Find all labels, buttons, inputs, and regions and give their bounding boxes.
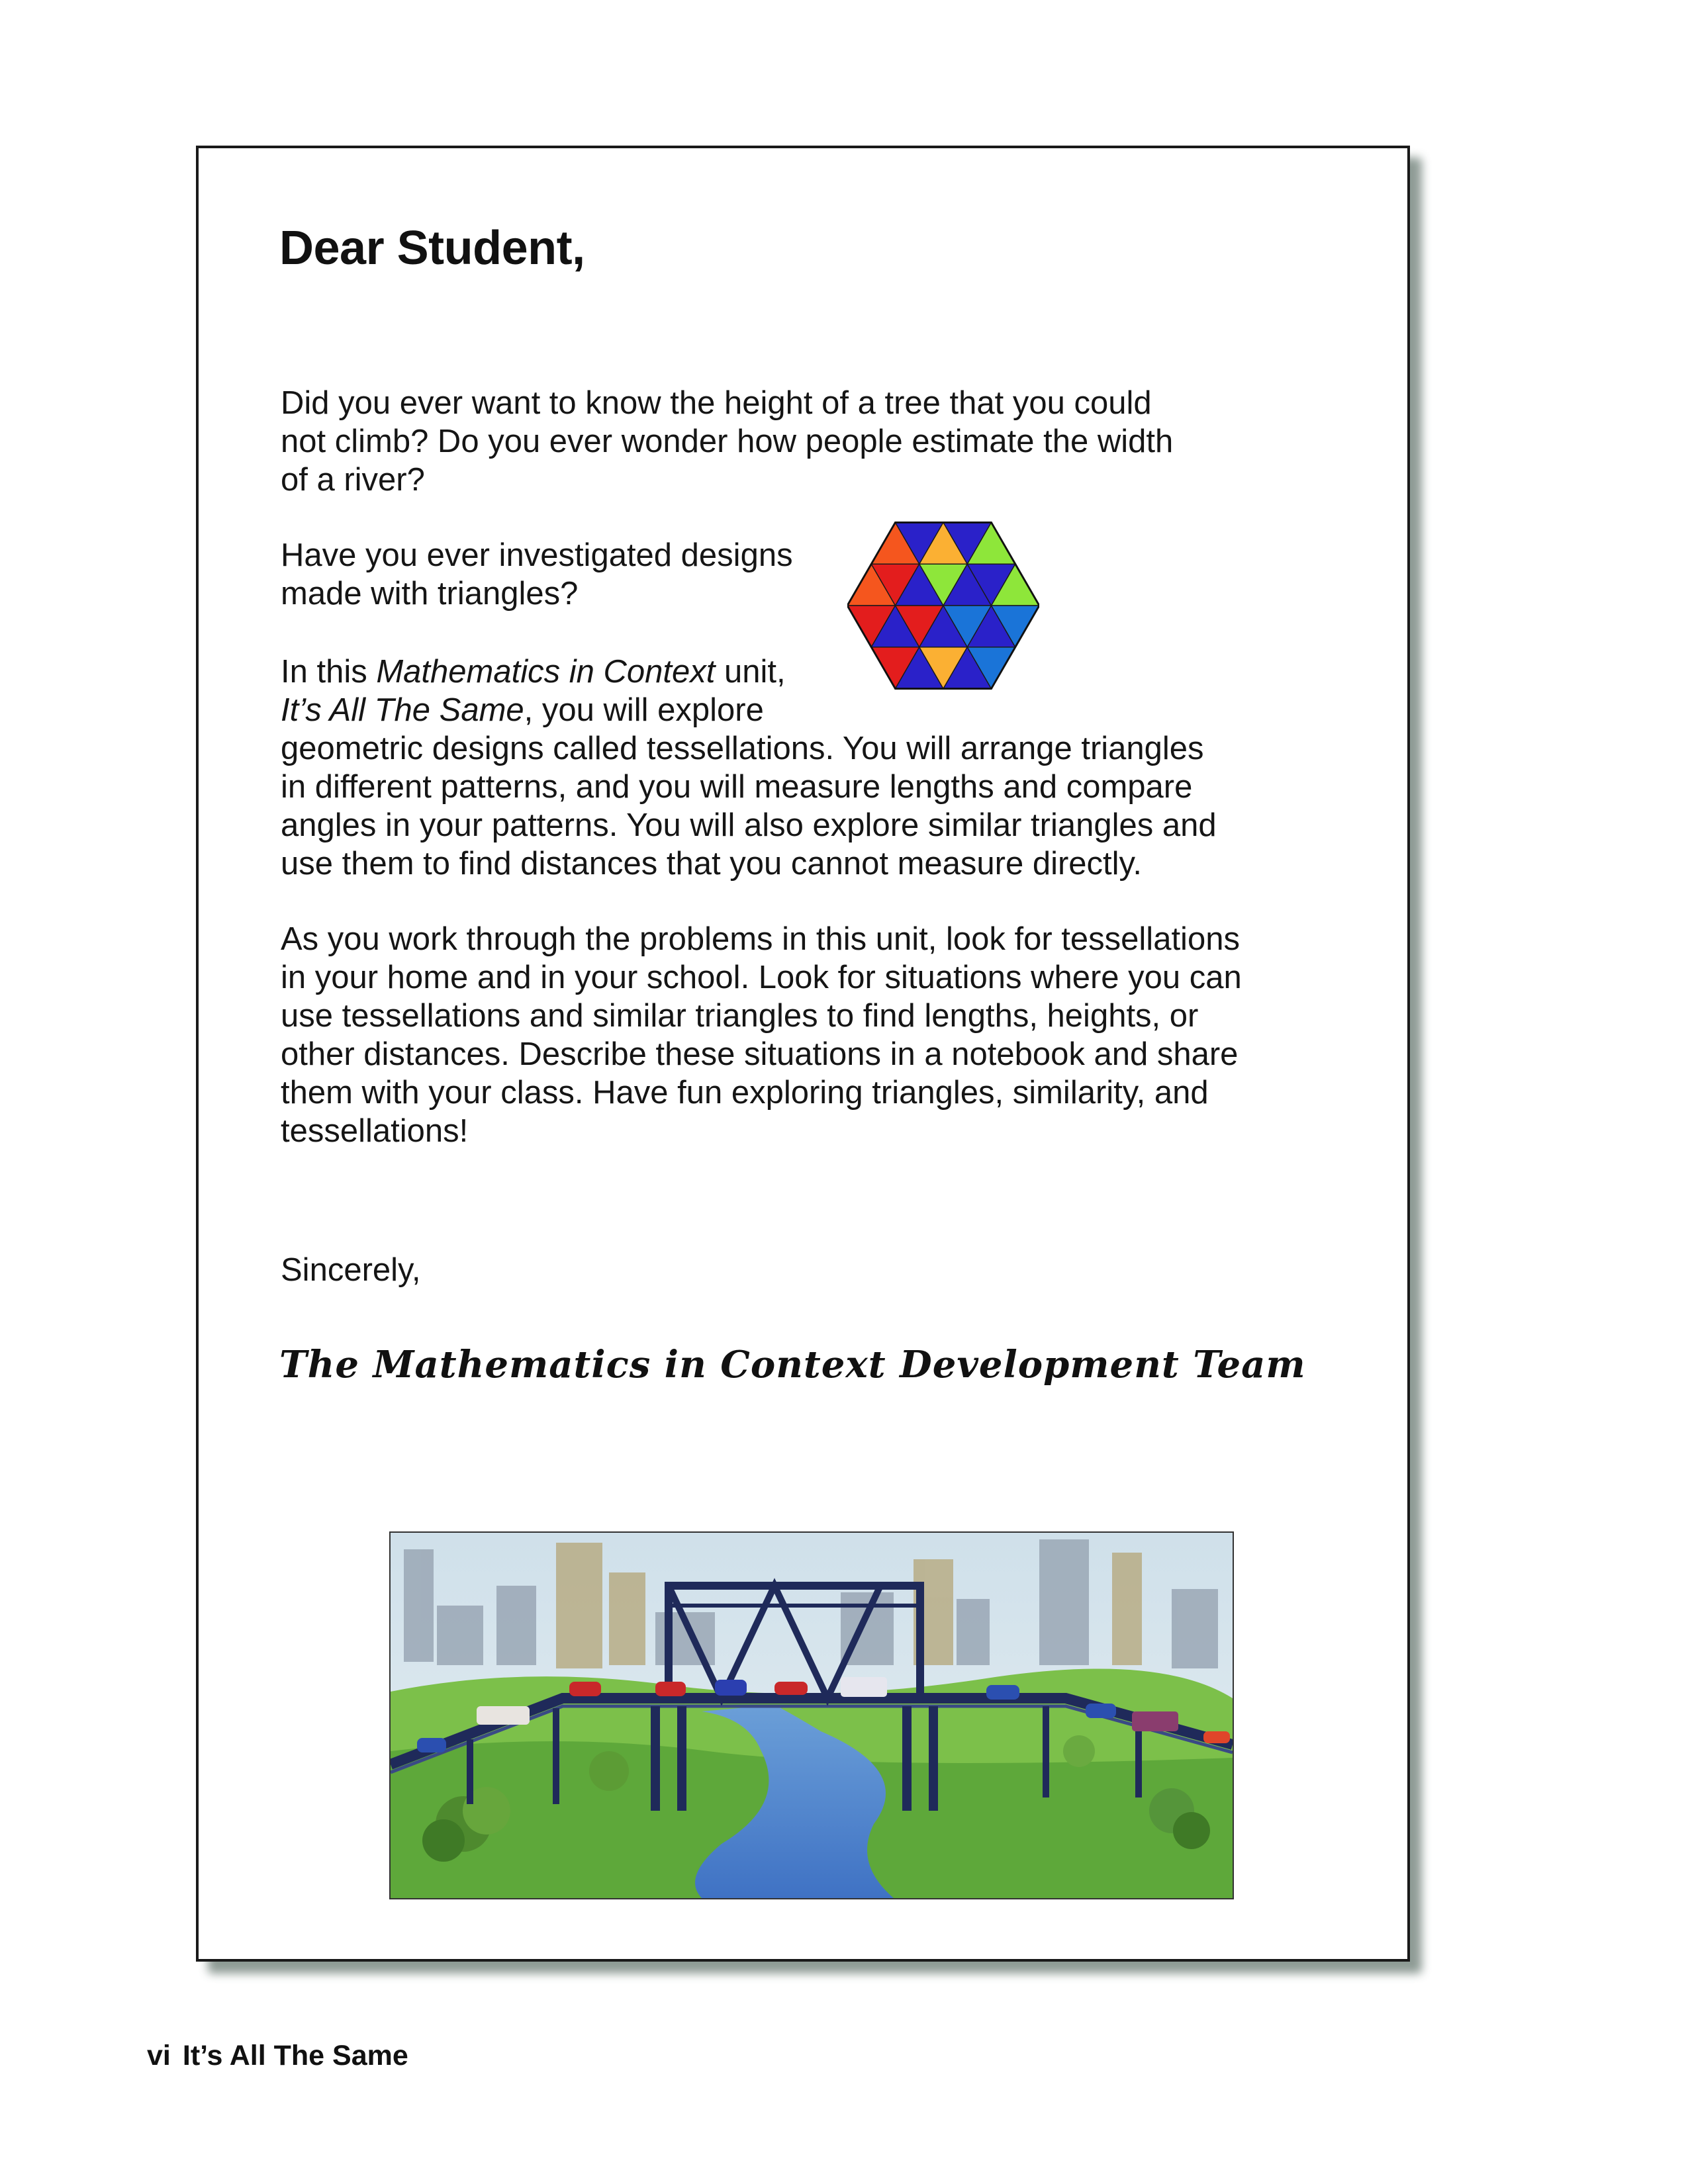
signature: The Mathematics in Context Development Team: [279, 1343, 1306, 1387]
paragraph-4-line: tessellations!: [281, 1113, 469, 1149]
paragraph-3-line: in different patterns, and you will measure lengths and compare: [281, 769, 1193, 805]
paragraph-1-line: not climb? Do you ever wonder how people estimate the width: [281, 424, 1174, 459]
paragraph-2: [281, 536, 876, 613]
paragraph-4-line: use tessellations and similar triangles to find lengths, heights, or: [281, 998, 1199, 1034]
paragraph-3-line: It’s All The Same, you will explore: [281, 692, 764, 728]
paragraph-3-line: geometric designs called tessellations. You will arrange triangles: [281, 731, 1204, 766]
paragraph-4-line: in your home and in your school. Look for situations where you can: [281, 960, 1242, 995]
unit-series-name: Mathematics in Context: [376, 654, 716, 690]
paragraph-3-line: In this Mathematics in Context unit,: [281, 654, 786, 690]
paragraph-3-line: angles in your patterns. You will also explore similar triangles and: [281, 807, 1217, 843]
paragraph-4-line: As you work through the problems in this unit, look for tessellations: [281, 921, 1240, 957]
paragraph-1-line: Did you ever want to know the height of a tree that you could: [281, 385, 1152, 421]
unit-title: It’s All The Same: [281, 692, 524, 728]
paragraph-4-line: them with your class. Have fun exploring triangles, similarity, and: [281, 1075, 1209, 1111]
paragraph-1: [281, 384, 1274, 499]
paragraph-3: [281, 653, 1340, 883]
page-footer: [147, 2040, 408, 2072]
paragraph-2-line: Have you ever investigated designs: [281, 537, 793, 573]
paragraph-4: [281, 920, 1340, 1150]
letter-frame: [196, 146, 1410, 1962]
closing: Sincerely,: [281, 1252, 421, 1288]
paragraph-1-line: of a river?: [281, 462, 425, 498]
paragraph-3-line: use them to find distances that you cannot measure directly.: [281, 846, 1143, 882]
paragraph-4-line: other distances. Describe these situations in a notebook and share: [281, 1036, 1239, 1072]
footer-unit-title: It’s All The Same: [182, 2040, 408, 2071]
letter-greeting: Dear Student,: [279, 222, 585, 275]
page-number: vi: [147, 2040, 171, 2071]
bridge-river-illustration: [389, 1531, 1234, 1899]
paragraph-2-line: made with triangles?: [281, 576, 579, 612]
